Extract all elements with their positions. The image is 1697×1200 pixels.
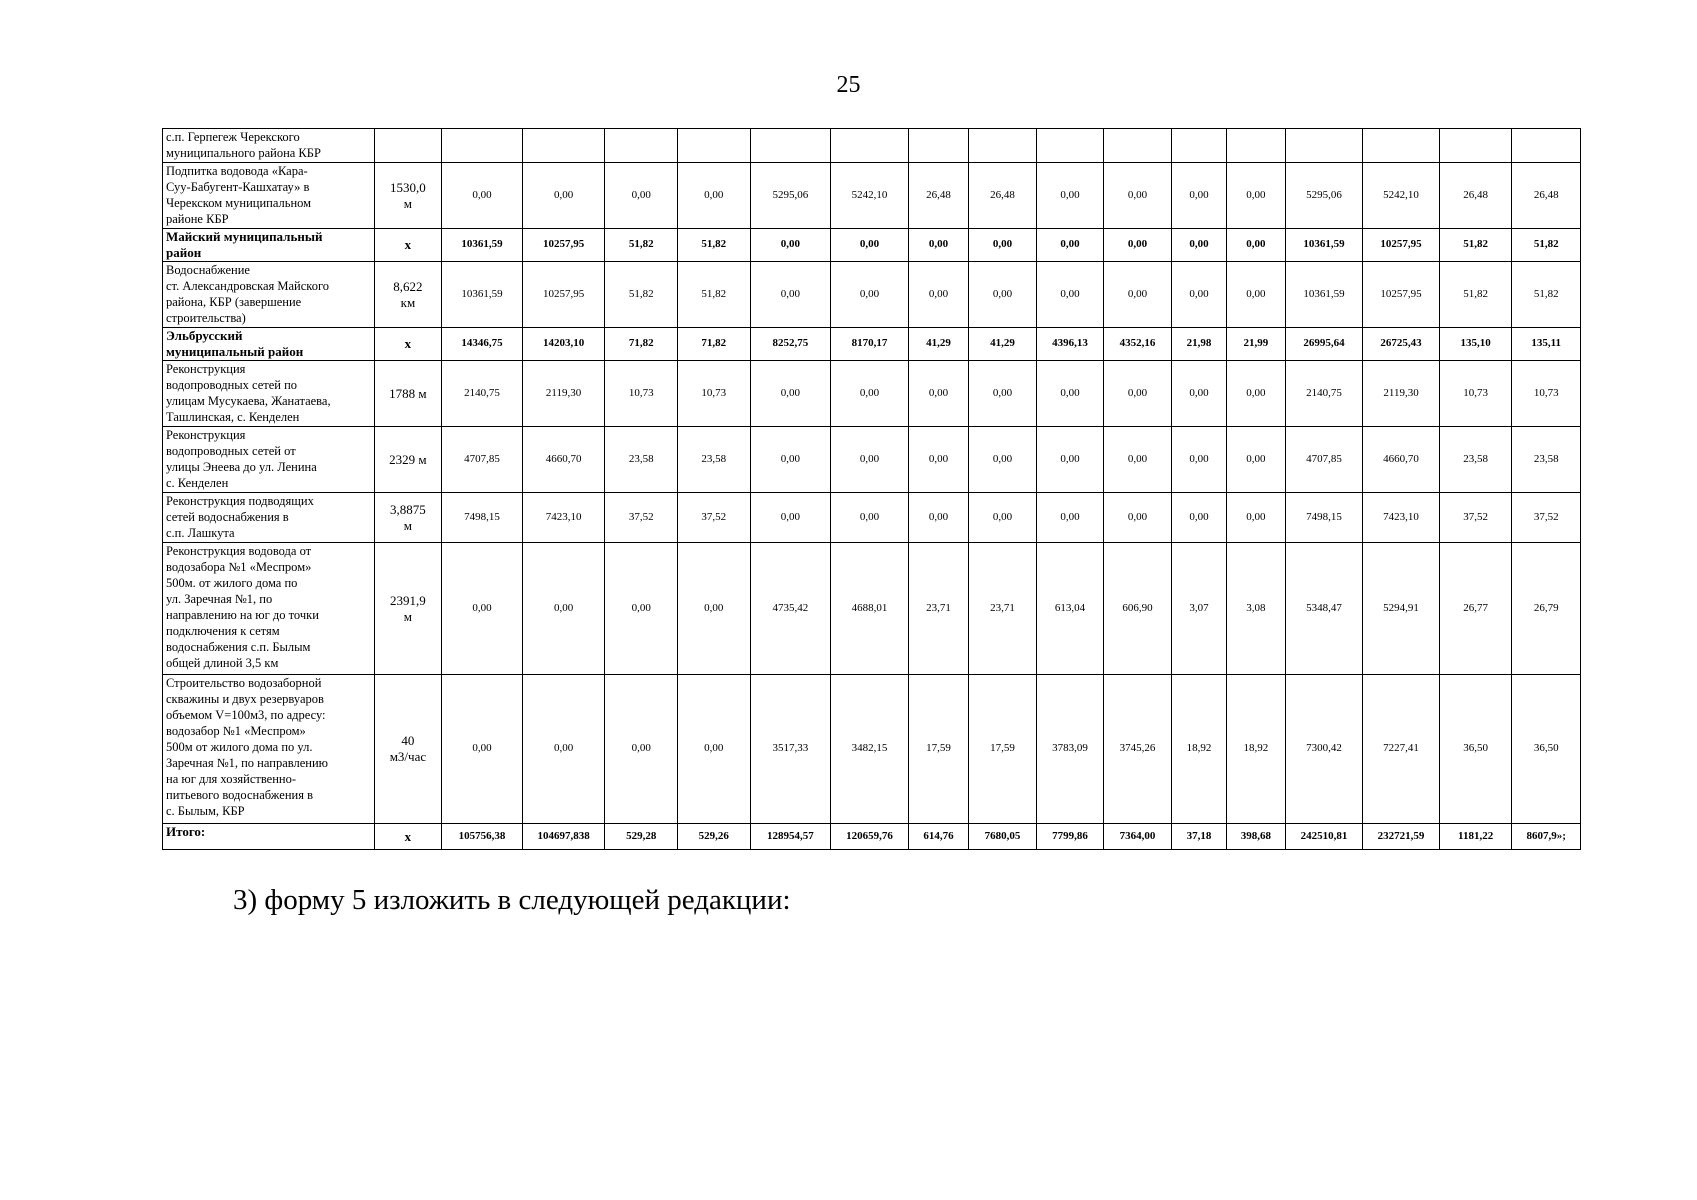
table-row	[163, 427, 1581, 493]
value-cell: 0,00	[1171, 229, 1226, 262]
value-cell: 0,00	[1171, 427, 1226, 493]
value-cell: 529,28	[605, 824, 678, 850]
capacity-line: х	[404, 828, 412, 844]
value-cell: 104697,838	[522, 824, 605, 850]
object-name-line: 500м. от жилого дома по	[166, 576, 298, 590]
value-cell	[1227, 129, 1285, 163]
table-row	[163, 675, 1581, 824]
value-cell: 7799,86	[1036, 824, 1104, 850]
value-cell: 37,52	[677, 493, 750, 543]
value-cell: 0,00	[750, 229, 831, 262]
value-cell: 23,71	[908, 543, 968, 675]
value-cell: 10361,59	[1285, 262, 1363, 328]
object-name-line: Реконструкция	[166, 362, 246, 376]
capacity-cell	[374, 229, 442, 262]
value-cell: 4396,13	[1036, 328, 1104, 361]
value-cell: 8252,75	[750, 328, 831, 361]
value-cell	[1285, 129, 1363, 163]
value-cell: 0,00	[677, 543, 750, 675]
object-name-line: с.п. Лашкута	[166, 526, 235, 540]
value-cell: 398,68	[1227, 824, 1285, 850]
value-cell: 7364,00	[1104, 824, 1172, 850]
value-cell: 0,00	[1036, 427, 1104, 493]
capacity-cell	[374, 675, 442, 824]
value-cell: 10,73	[1439, 361, 1512, 427]
object-name-line: ст. Александровская Майского	[166, 279, 330, 293]
value-cell: 51,82	[1439, 262, 1512, 328]
value-cell: 0,00	[522, 163, 605, 229]
object-name-line: с.п. Герпегеж Черекского	[166, 130, 300, 144]
value-cell: 613,04	[1036, 543, 1104, 675]
capacity-line: 2391,9	[390, 592, 426, 608]
value-cell: 0,00	[1171, 493, 1226, 543]
value-cell: 2119,30	[522, 361, 605, 427]
object-name-cell	[163, 262, 375, 328]
value-cell: 0,00	[677, 163, 750, 229]
value-cell: 0,00	[831, 262, 909, 328]
capacity-cell	[374, 163, 442, 229]
capacity-cell	[374, 824, 442, 850]
value-cell: 3,07	[1171, 543, 1226, 675]
value-cell: 26995,64	[1285, 328, 1363, 361]
capacity-cell	[374, 361, 442, 427]
value-cell: 529,26	[677, 824, 750, 850]
value-cell	[750, 129, 831, 163]
object-name-cell	[163, 229, 375, 262]
value-cell: 3783,09	[1036, 675, 1104, 824]
object-name-cell	[163, 675, 375, 824]
object-name-cell	[163, 824, 375, 850]
value-cell: 3517,33	[750, 675, 831, 824]
object-name-line: Суу-Бабугент-Кашхатау» в	[166, 180, 310, 194]
capacity-line: м	[403, 195, 413, 211]
object-name-line: с. Кенделен	[166, 476, 229, 490]
value-cell: 0,00	[677, 675, 750, 824]
capacity-line: м3/час	[389, 749, 427, 764]
value-cell: 51,82	[677, 262, 750, 328]
value-cell: 0,00	[1227, 361, 1285, 427]
capacity-line: 3,8875	[390, 501, 426, 517]
value-cell: 0,00	[969, 229, 1037, 262]
value-cell: 232721,59	[1363, 824, 1440, 850]
object-name-line: строительства)	[166, 311, 246, 325]
value-cell: 17,59	[969, 675, 1037, 824]
value-cell: 7423,10	[522, 493, 605, 543]
value-cell: 5295,06	[750, 163, 831, 229]
value-cell: 0,00	[750, 427, 831, 493]
budget-table	[162, 128, 1581, 850]
value-cell: 135,10	[1439, 328, 1512, 361]
value-cell: 4660,70	[522, 427, 605, 493]
object-name-line: Майский муниципальный	[166, 229, 323, 244]
value-cell: 21,98	[1171, 328, 1226, 361]
value-cell: 0,00	[1104, 163, 1172, 229]
value-cell: 17,59	[908, 675, 968, 824]
object-name-line: водозабора №1 «Меспром»	[166, 560, 312, 574]
value-cell: 51,82	[1439, 229, 1512, 262]
value-cell	[1512, 129, 1581, 163]
value-cell: 2119,30	[1363, 361, 1440, 427]
table-row	[163, 262, 1581, 328]
value-cell: 23,71	[969, 543, 1037, 675]
object-name-line: Ташлинская, с. Кенделен	[166, 410, 300, 424]
value-cell: 0,00	[908, 229, 968, 262]
capacity-line: 1530,0	[390, 179, 426, 195]
value-cell: 0,00	[908, 262, 968, 328]
value-cell: 0,00	[1171, 163, 1226, 229]
value-cell: 606,90	[1104, 543, 1172, 675]
value-cell: 3482,15	[831, 675, 909, 824]
page-number: 25	[836, 72, 861, 98]
value-cell	[442, 129, 523, 163]
object-name-line: Реконструкция подводящих	[166, 494, 314, 508]
value-cell: 0,00	[969, 493, 1037, 543]
value-cell: 4707,85	[442, 427, 523, 493]
table-row	[163, 129, 1581, 163]
value-cell: 36,50	[1512, 675, 1581, 824]
value-cell: 10257,95	[522, 229, 605, 262]
value-cell: 23,58	[677, 427, 750, 493]
value-cell: 14346,75	[442, 328, 523, 361]
value-cell: 18,92	[1227, 675, 1285, 824]
capacity-line: 1788 м	[389, 385, 427, 401]
capacity-line: 40	[401, 733, 415, 748]
object-name-line: Эльбрусский	[166, 328, 243, 343]
value-cell: 0,00	[1036, 361, 1104, 427]
value-cell: 0,00	[831, 229, 909, 262]
value-cell: 5295,06	[1285, 163, 1363, 229]
value-cell: 37,18	[1171, 824, 1226, 850]
object-name-line: районе КБР	[166, 212, 229, 226]
object-name-line: водопроводных сетей по	[166, 378, 298, 392]
value-cell: 0,00	[522, 543, 605, 675]
capacity-line: 8,622	[393, 278, 423, 294]
value-cell: 26,79	[1512, 543, 1581, 675]
value-cell: 0,00	[908, 361, 968, 427]
value-cell: 0,00	[1104, 262, 1172, 328]
value-cell: 23,58	[605, 427, 678, 493]
value-cell: 14203,10	[522, 328, 605, 361]
value-cell: 26,77	[1439, 543, 1512, 675]
object-name-cell	[163, 543, 375, 675]
object-name-line: Черекском муниципальном	[166, 196, 312, 210]
table-body	[163, 129, 1581, 850]
value-cell: 0,00	[1171, 262, 1226, 328]
value-cell: 105756,38	[442, 824, 523, 850]
object-name-line: 500м от жилого дома по ул.	[166, 740, 313, 754]
object-name-line: на юг для хозяйственно-	[166, 772, 297, 786]
value-cell: 37,52	[1512, 493, 1581, 543]
value-cell	[1363, 129, 1440, 163]
capacity-line: х	[404, 336, 412, 351]
object-name-line: водопроводных сетей от	[166, 444, 296, 458]
value-cell: 0,00	[605, 163, 678, 229]
value-cell	[677, 129, 750, 163]
value-cell: 23,58	[1439, 427, 1512, 493]
value-cell: 10,73	[1512, 361, 1581, 427]
value-cell: 0,00	[1036, 229, 1104, 262]
table-row	[163, 543, 1581, 675]
value-cell: 128954,57	[750, 824, 831, 850]
value-cell: 7300,42	[1285, 675, 1363, 824]
table-row	[163, 361, 1581, 427]
object-name-line: муниципального района КБР	[166, 146, 321, 160]
value-cell: 10361,59	[442, 229, 523, 262]
value-cell: 5242,10	[1363, 163, 1440, 229]
object-name-line: водоснабжения с.п. Былым	[166, 640, 311, 654]
capacity-cell	[374, 262, 442, 328]
value-cell: 1181,22	[1439, 824, 1512, 850]
value-cell: 0,00	[1104, 229, 1172, 262]
value-cell: 36,50	[1439, 675, 1512, 824]
value-cell: 120659,76	[831, 824, 909, 850]
value-cell: 0,00	[750, 361, 831, 427]
value-cell: 0,00	[605, 543, 678, 675]
value-cell: 242510,81	[1285, 824, 1363, 850]
value-cell: 4688,01	[831, 543, 909, 675]
value-cell: 71,82	[677, 328, 750, 361]
value-cell: 10,73	[605, 361, 678, 427]
value-cell: 51,82	[1512, 229, 1581, 262]
object-name-line: улицам Мусукаева, Жанатаева,	[166, 394, 331, 408]
value-cell: 0,00	[831, 361, 909, 427]
table-row	[163, 229, 1581, 262]
object-name-line: Водоснабжение	[166, 263, 250, 277]
value-cell: 135,11	[1512, 328, 1581, 361]
object-name-line: Строительство водозаборной	[166, 676, 322, 690]
capacity-line: км	[400, 294, 416, 310]
object-name-line: муниципальный район	[166, 344, 304, 359]
value-cell: 23,58	[1512, 427, 1581, 493]
object-name-line: Итого:	[166, 824, 206, 839]
value-cell: 0,00	[522, 675, 605, 824]
value-cell: 0,00	[1036, 262, 1104, 328]
capacity-cell	[374, 129, 442, 163]
value-cell: 0,00	[1104, 361, 1172, 427]
capacity-cell	[374, 543, 442, 675]
value-cell	[831, 129, 909, 163]
value-cell: 10257,95	[1363, 262, 1440, 328]
object-name-cell	[163, 129, 375, 163]
object-name-cell	[163, 328, 375, 361]
value-cell: 4660,70	[1363, 427, 1440, 493]
table-row	[163, 493, 1581, 543]
object-name-line: объемом V=100м3, по адресу:	[166, 708, 326, 722]
value-cell: 10,73	[677, 361, 750, 427]
value-cell	[908, 129, 968, 163]
value-cell: 0,00	[908, 427, 968, 493]
object-name-line: Реконструкция водовода от	[166, 544, 312, 558]
value-cell: 0,00	[1036, 493, 1104, 543]
value-cell: 37,52	[605, 493, 678, 543]
capacity-line: х	[404, 237, 412, 252]
value-cell: 37,52	[1439, 493, 1512, 543]
value-cell: 3,08	[1227, 543, 1285, 675]
value-cell: 0,00	[750, 493, 831, 543]
object-name-line: подключения к сетям	[166, 624, 280, 638]
value-cell: 26,48	[1439, 163, 1512, 229]
value-cell: 0,00	[442, 543, 523, 675]
value-cell: 0,00	[1227, 262, 1285, 328]
value-cell: 10257,95	[1363, 229, 1440, 262]
value-cell: 10257,95	[522, 262, 605, 328]
object-name-line: общей длиной 3,5 км	[166, 656, 279, 670]
object-name-line: улицы Энеева до ул. Ленина	[166, 460, 317, 474]
value-cell: 51,82	[605, 262, 678, 328]
value-cell: 7498,15	[442, 493, 523, 543]
value-cell: 51,82	[605, 229, 678, 262]
value-cell: 4352,16	[1104, 328, 1172, 361]
value-cell: 26,48	[969, 163, 1037, 229]
capacity-cell	[374, 328, 442, 361]
value-cell	[1171, 129, 1226, 163]
value-cell: 21,99	[1227, 328, 1285, 361]
value-cell: 26,48	[908, 163, 968, 229]
value-cell: 5348,47	[1285, 543, 1363, 675]
value-cell: 4707,85	[1285, 427, 1363, 493]
value-cell: 0,00	[1104, 493, 1172, 543]
value-cell: 614,76	[908, 824, 968, 850]
value-cell: 7498,15	[1285, 493, 1363, 543]
object-name-line: ул. Заречная №1, по	[166, 592, 273, 606]
object-name-line: скважины и двух резервуаров	[166, 692, 324, 706]
value-cell: 0,00	[969, 361, 1037, 427]
object-name-line: Заречная №1, по направлению	[166, 756, 328, 770]
value-cell	[605, 129, 678, 163]
value-cell: 0,00	[605, 675, 678, 824]
value-cell: 0,00	[442, 163, 523, 229]
value-cell	[969, 129, 1037, 163]
object-name-cell	[163, 493, 375, 543]
value-cell: 5294,91	[1363, 543, 1440, 675]
object-name-line: с. Былым, КБР	[166, 804, 245, 818]
capacity-line: м	[403, 608, 413, 624]
value-cell: 0,00	[831, 493, 909, 543]
value-cell: 41,29	[969, 328, 1037, 361]
object-name-cell	[163, 163, 375, 229]
value-cell: 0,00	[1227, 229, 1285, 262]
value-cell: 0,00	[750, 262, 831, 328]
object-name-cell	[163, 427, 375, 493]
object-name-line: водозабор №1 «Меспром»	[166, 724, 306, 738]
value-cell: 7680,05	[969, 824, 1037, 850]
value-cell: 0,00	[831, 427, 909, 493]
value-cell: 7227,41	[1363, 675, 1440, 824]
object-name-line: района, КБР (завершение	[166, 295, 302, 309]
value-cell: 0,00	[442, 675, 523, 824]
value-cell: 2140,75	[442, 361, 523, 427]
value-cell: 7423,10	[1363, 493, 1440, 543]
value-cell: 0,00	[1171, 361, 1226, 427]
value-cell: 0,00	[969, 427, 1037, 493]
value-cell: 71,82	[605, 328, 678, 361]
table-row	[163, 328, 1581, 361]
value-cell: 10361,59	[442, 262, 523, 328]
value-cell: 18,92	[1171, 675, 1226, 824]
value-cell: 8607,9»;	[1512, 824, 1581, 850]
object-name-line: район	[166, 245, 202, 260]
value-cell: 0,00	[1227, 163, 1285, 229]
value-cell: 26,48	[1512, 163, 1581, 229]
value-cell: 0,00	[969, 262, 1037, 328]
object-name-cell	[163, 361, 375, 427]
value-cell: 8170,17	[831, 328, 909, 361]
capacity-line: м	[403, 517, 413, 533]
value-cell: 41,29	[908, 328, 968, 361]
instruction-text: 3) форму 5 изложить в следующей редакции:	[233, 884, 791, 916]
object-name-line: направлению на юг до точки	[166, 608, 319, 622]
capacity-cell	[374, 427, 442, 493]
value-cell: 5242,10	[831, 163, 909, 229]
capacity-cell	[374, 493, 442, 543]
value-cell: 0,00	[1227, 493, 1285, 543]
table-row	[163, 163, 1581, 229]
value-cell: 51,82	[1512, 262, 1581, 328]
value-cell: 51,82	[677, 229, 750, 262]
object-name-line: сетей водоснабжения в	[166, 510, 289, 524]
value-cell	[1439, 129, 1512, 163]
value-cell: 0,00	[1036, 163, 1104, 229]
value-cell	[1036, 129, 1104, 163]
value-cell: 10361,59	[1285, 229, 1363, 262]
object-name-line: Реконструкция	[166, 428, 246, 442]
value-cell	[522, 129, 605, 163]
value-cell: 0,00	[908, 493, 968, 543]
table-row	[163, 824, 1581, 850]
value-cell: 0,00	[1227, 427, 1285, 493]
value-cell: 26725,43	[1363, 328, 1440, 361]
value-cell: 4735,42	[750, 543, 831, 675]
capacity-line: 2329 м	[389, 451, 427, 467]
value-cell: 0,00	[1104, 427, 1172, 493]
value-cell: 2140,75	[1285, 361, 1363, 427]
value-cell	[1104, 129, 1172, 163]
value-cell: 3745,26	[1104, 675, 1172, 824]
object-name-line: питьевого водоснабжения в	[166, 788, 313, 802]
object-name-line: Подпитка водовода «Кара-	[166, 164, 308, 178]
